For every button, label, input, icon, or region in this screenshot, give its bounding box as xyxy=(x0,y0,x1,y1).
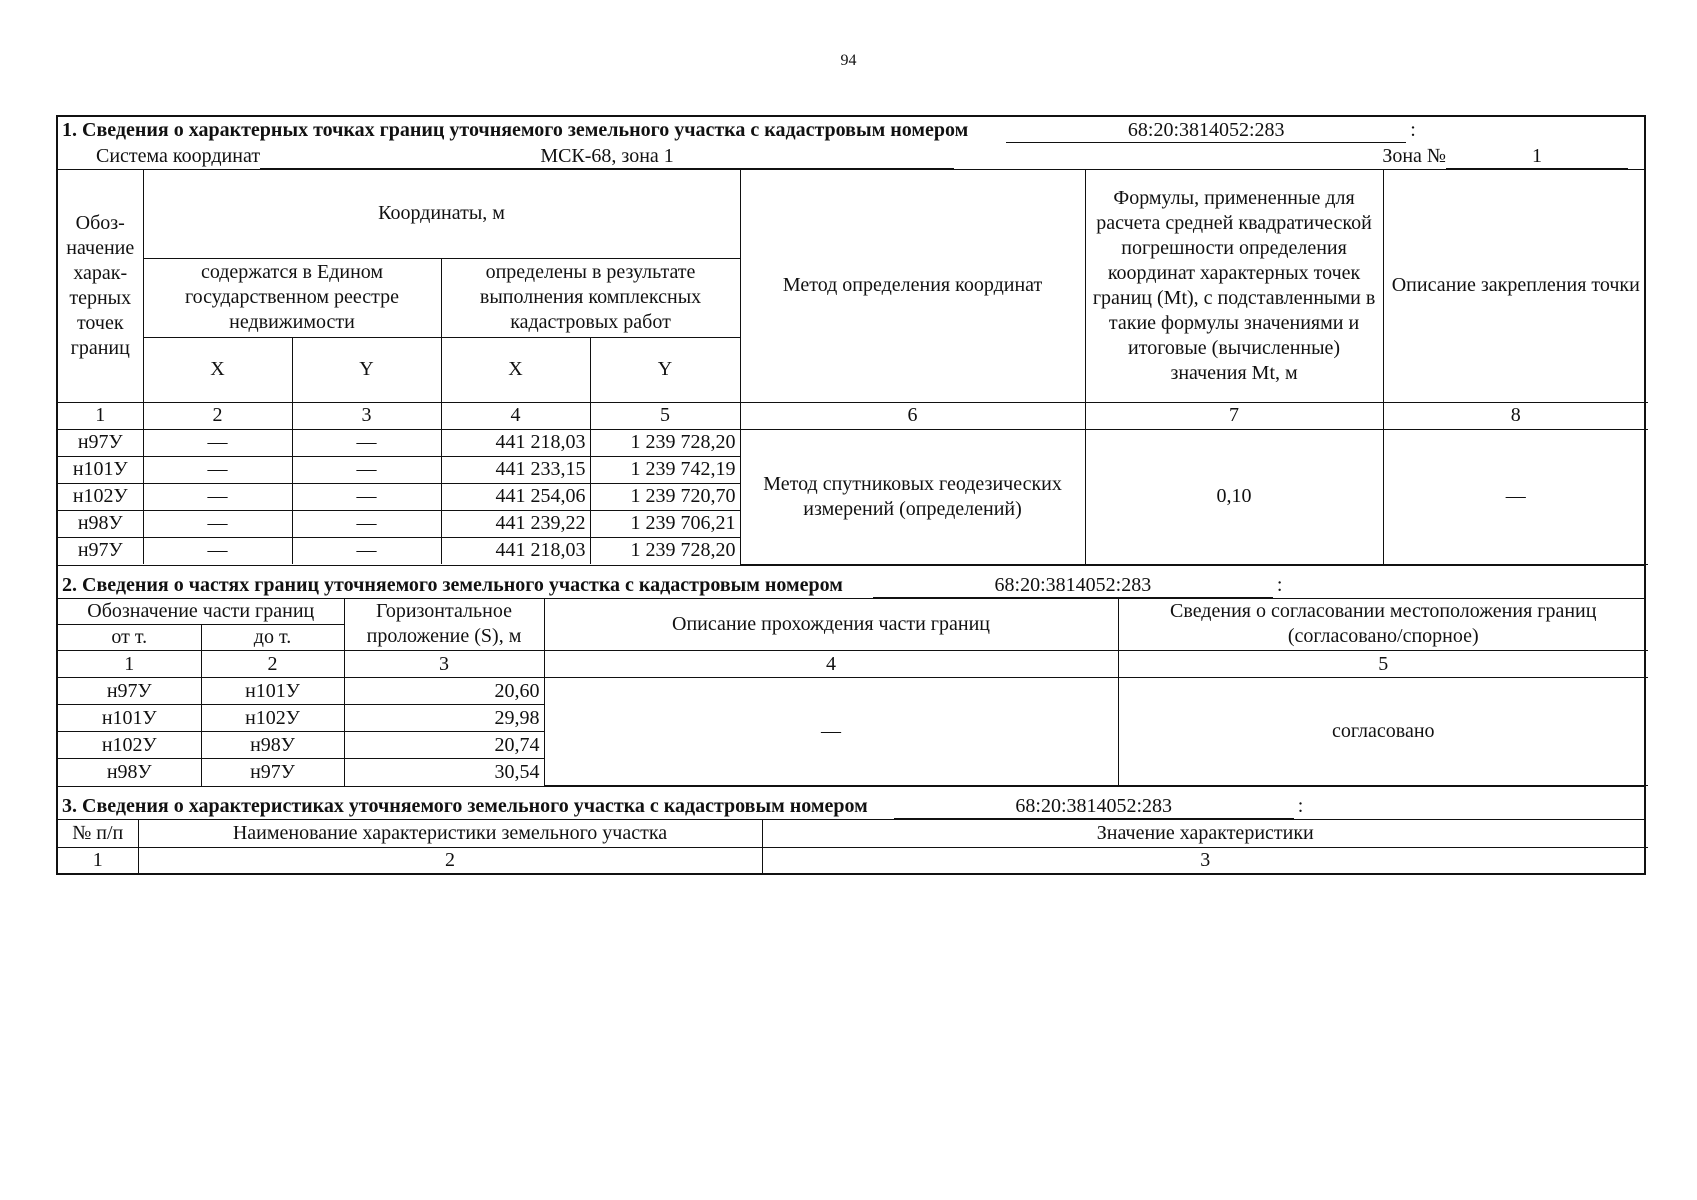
distance-value: 20,60 xyxy=(344,678,544,705)
mt-value: 0,10 xyxy=(1085,429,1383,564)
section3-colon: : xyxy=(1297,795,1304,817)
y-header: Y xyxy=(590,337,740,402)
num-header: № п/п xyxy=(58,820,138,847)
y-egrn: — xyxy=(292,483,441,510)
name-header: Наименование характеристики земельного участка xyxy=(138,820,762,847)
distance-value: 30,54 xyxy=(344,759,544,786)
to-point: н97У xyxy=(201,759,344,786)
section2-colon: : xyxy=(1276,573,1283,596)
col-number: 4 xyxy=(544,651,1118,678)
section1-colon: : xyxy=(1410,119,1416,141)
description-value: — xyxy=(1383,429,1648,564)
x-value: 441 254,06 xyxy=(441,483,590,510)
y-value: 1 239 706,21 xyxy=(590,510,740,537)
x-value: 441 218,03 xyxy=(441,429,590,456)
distance-value: 20,74 xyxy=(344,732,544,759)
cadastral-document xyxy=(56,115,1646,875)
section2-cadastral-number: 68:20:3814052:283 xyxy=(873,573,1273,598)
point-name: н102У xyxy=(58,483,143,510)
x-value: 441 218,03 xyxy=(441,537,590,564)
value-header: Значение характеристики xyxy=(762,820,1648,847)
x-egrn: — xyxy=(143,483,292,510)
from-point: н98У xyxy=(58,759,201,786)
x-value: 441 239,22 xyxy=(441,510,590,537)
col-number: 1 xyxy=(58,651,201,678)
coord-system-value: МСК-68, зона 1 xyxy=(260,144,954,169)
table-row xyxy=(58,429,1648,456)
horizontal-header: Горизонтальное проложение (S), м xyxy=(344,599,544,651)
section3-header xyxy=(58,786,1644,820)
passage-header: Описание прохождения части границ xyxy=(544,599,1118,651)
section1-title: 1. Сведения о характерных точках границ уточняемого земельного участка с кадастровым номером xyxy=(62,119,969,141)
in-egrn-header: содержатся в Едином государственном реестре недвижимости xyxy=(143,258,441,337)
to-point: н98У xyxy=(201,732,344,759)
col-number: 4 xyxy=(441,402,590,429)
col-number: 5 xyxy=(590,402,740,429)
x-header: X xyxy=(441,337,590,402)
section1-header xyxy=(58,117,1644,170)
zone-value: 1 xyxy=(1446,144,1628,169)
section3-cadastral-number: 68:20:3814052:283 xyxy=(894,794,1294,819)
col-number: 3 xyxy=(344,651,544,678)
x-egrn: — xyxy=(143,429,292,456)
y-value: 1 239 720,70 xyxy=(590,483,740,510)
y-value: 1 239 742,19 xyxy=(590,456,740,483)
section2-title: 2. Сведения о частях границ уточняемого земельного участка с кадастровым номером xyxy=(62,573,843,596)
section1-cadastral-number: 68:20:3814052:283 xyxy=(1006,118,1406,143)
table-row xyxy=(58,678,1648,705)
y-egrn-header: Y xyxy=(292,337,441,402)
to-point: н101У xyxy=(201,678,344,705)
from-point: н97У xyxy=(58,678,201,705)
col-number: 2 xyxy=(143,402,292,429)
x-egrn: — xyxy=(143,537,292,564)
col-number: 1 xyxy=(58,847,138,873)
from-point: н102У xyxy=(58,732,201,759)
agreement-value: согласовано xyxy=(1118,678,1648,786)
x-egrn: — xyxy=(143,510,292,537)
point-name: н98У xyxy=(58,510,143,537)
point-name: н97У xyxy=(58,537,143,564)
col-number: 5 xyxy=(1118,651,1648,678)
boundary-parts-table xyxy=(58,599,1648,787)
page-number: 94 xyxy=(840,52,857,69)
characteristics-table xyxy=(58,820,1648,873)
point-name: н97У xyxy=(58,429,143,456)
passage-value: — xyxy=(544,678,1118,786)
x-egrn: — xyxy=(143,456,292,483)
section2-header xyxy=(58,565,1644,599)
formulas-header: Формулы, примененные для расчета средней квадратической погрешности определения координат характерных точек границ (Mt), с подставленными в такие формулы значениями и итоговые (вычисленные) значения Mt, м xyxy=(1085,170,1383,402)
section3-title: 3. Сведения о характеристиках уточняемого земельного участка с кадастровым номером xyxy=(62,795,868,817)
col-number: 8 xyxy=(1383,402,1648,429)
col-number: 1 xyxy=(58,402,143,429)
zone-label: Зона № xyxy=(1382,145,1446,167)
method-header: Метод определения координат xyxy=(740,170,1085,402)
coord-system-label: Система координат xyxy=(96,145,261,167)
col-number: 2 xyxy=(138,847,762,873)
point-name: н101У xyxy=(58,456,143,483)
to-header: до т. xyxy=(201,625,344,651)
designation-header: Обоз-начение харак-терных точек границ xyxy=(58,170,143,402)
method-value: Метод спутниковых геодезических измерений (определений) xyxy=(740,429,1085,564)
col-number: 7 xyxy=(1085,402,1383,429)
description-header: Описание закрепления точки xyxy=(1383,170,1648,402)
from-point: н101У xyxy=(58,705,201,732)
coordinates-header: Координаты, м xyxy=(143,170,740,258)
col-number: 2 xyxy=(201,651,344,678)
agreement-header: Сведения о согласовании местоположения границ (согласовано/спорное) xyxy=(1118,599,1648,651)
x-value: 441 233,15 xyxy=(441,456,590,483)
y-egrn: — xyxy=(292,537,441,564)
from-header: от т. xyxy=(58,625,201,651)
y-value: 1 239 728,20 xyxy=(590,537,740,564)
y-egrn: — xyxy=(292,510,441,537)
y-egrn: — xyxy=(292,456,441,483)
col-number: 3 xyxy=(762,847,1648,873)
y-egrn: — xyxy=(292,429,441,456)
col-number: 6 xyxy=(740,402,1085,429)
col-number: 3 xyxy=(292,402,441,429)
determined-header: определены в результате выполнения комплексных кадастровых работ xyxy=(441,258,740,337)
x-egrn-header: X xyxy=(143,337,292,402)
points-table xyxy=(58,170,1648,565)
part-designation-header: Обозначение части границ xyxy=(58,599,344,625)
to-point: н102У xyxy=(201,705,344,732)
y-value: 1 239 728,20 xyxy=(590,429,740,456)
distance-value: 29,98 xyxy=(344,705,544,732)
